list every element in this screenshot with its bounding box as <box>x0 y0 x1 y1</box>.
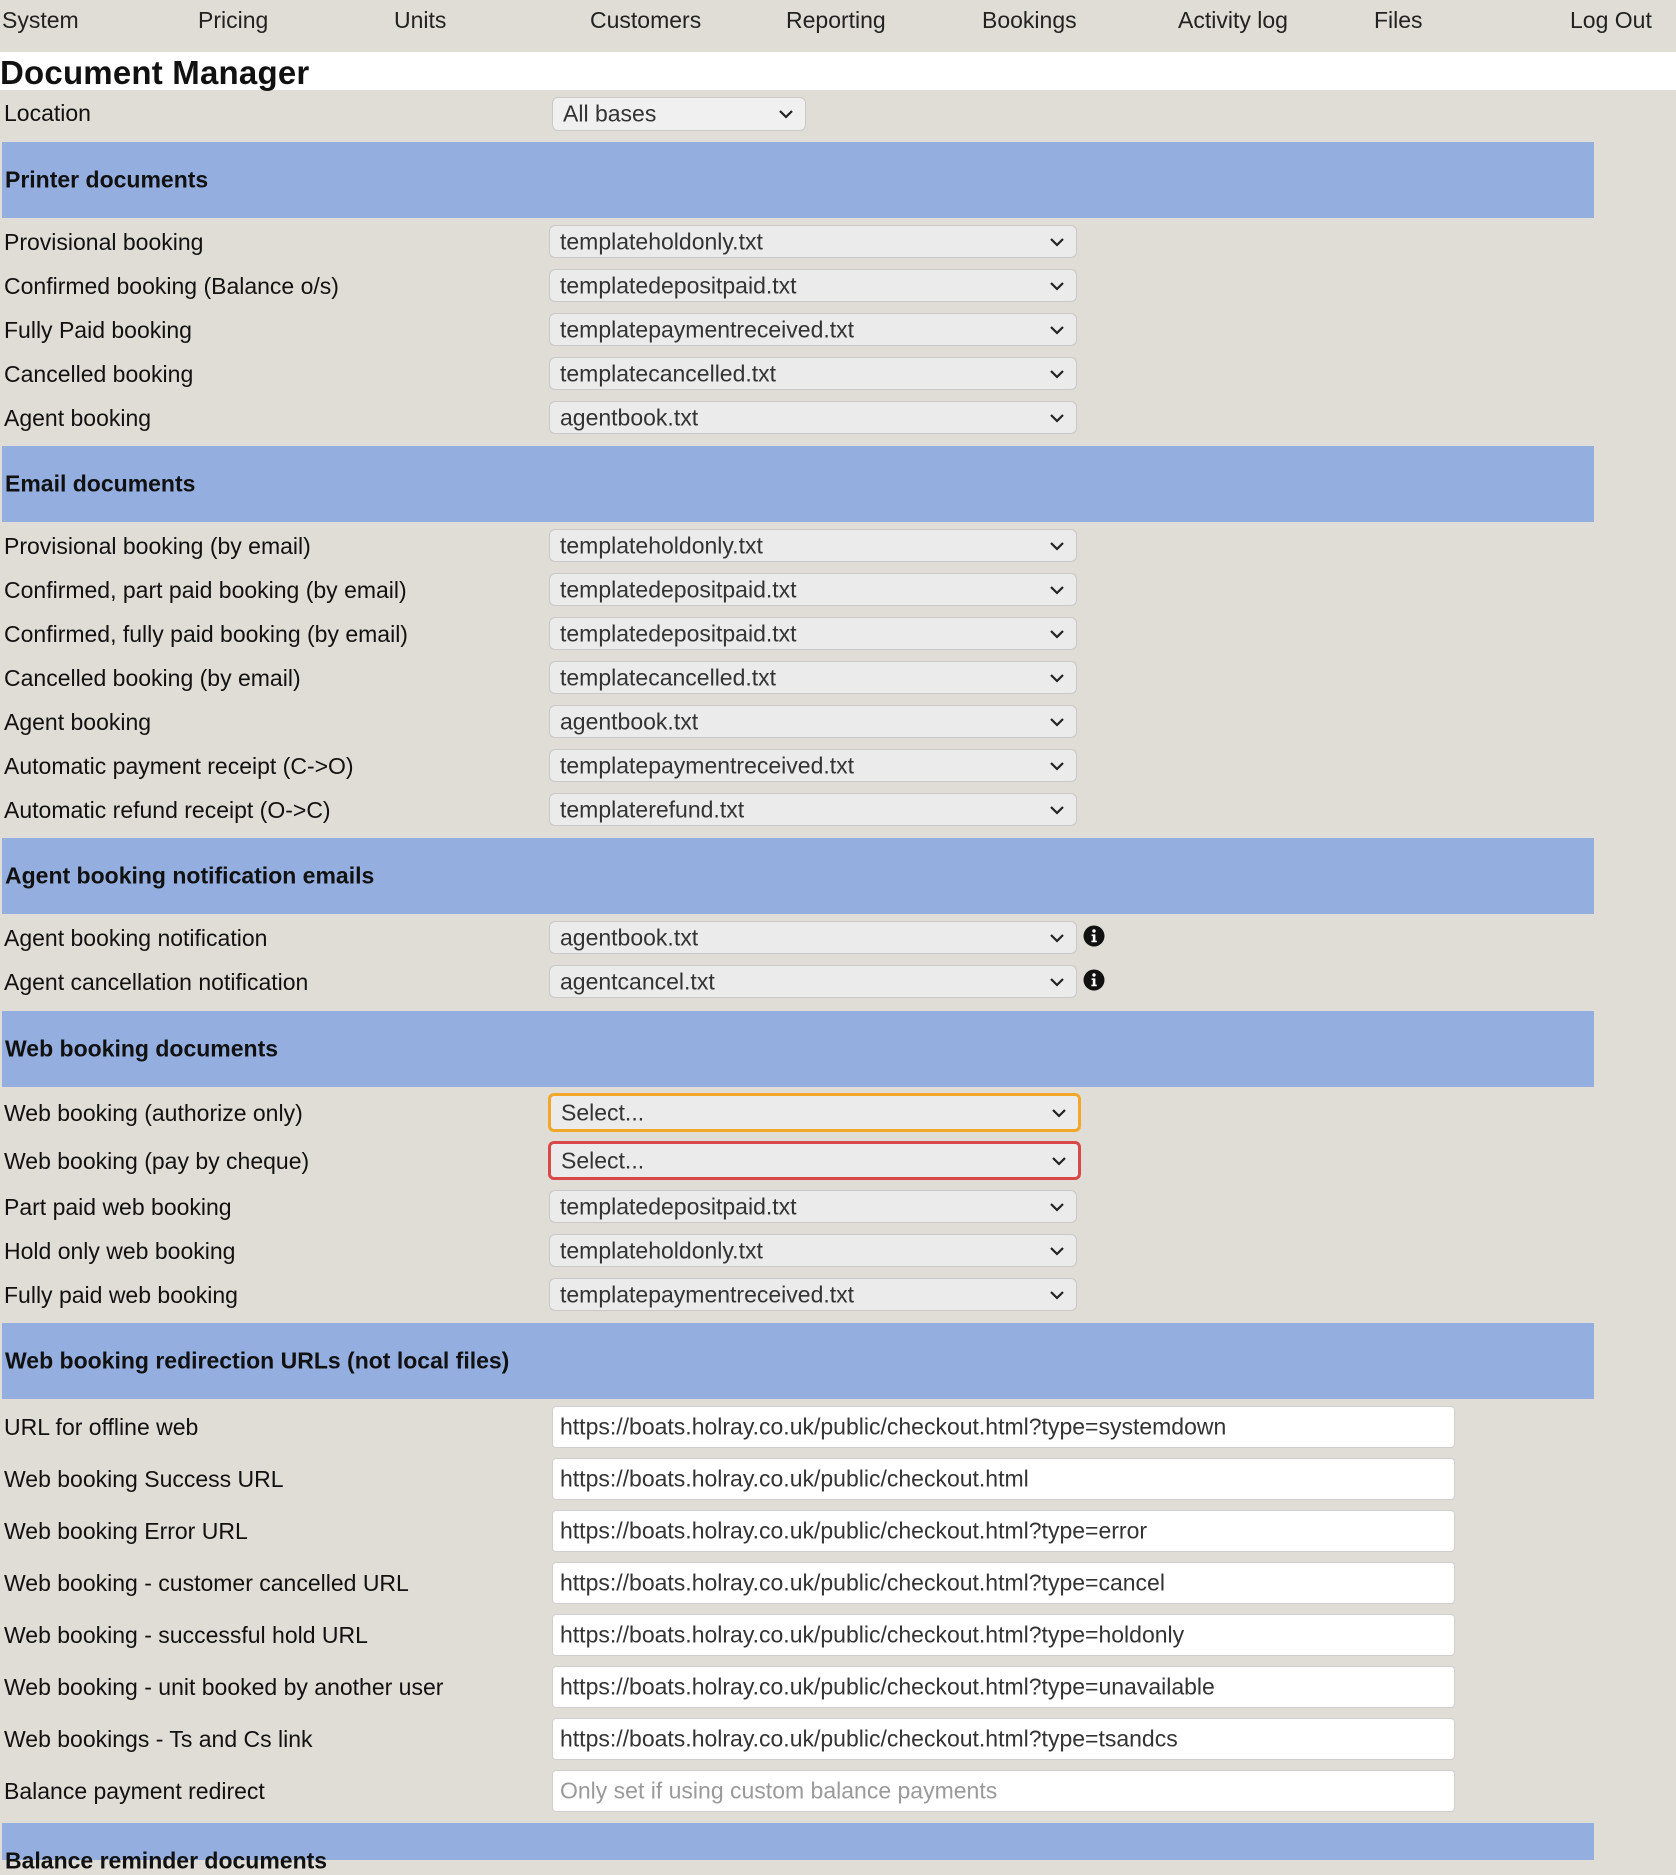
row-label: Web booking - customer cancelled URL <box>4 1570 409 1596</box>
email-part-paid-select[interactable]: templatedepositpaid.txt <box>549 573 1077 606</box>
chevron-down-icon <box>1048 628 1066 640</box>
row-label: Web booking (authorize only) <box>4 1100 303 1126</box>
nav-bookings[interactable]: Bookings <box>982 7 1077 33</box>
web-fully-paid-select[interactable]: templatepaymentreceived.txt <box>549 1278 1077 1311</box>
chevron-down-icon <box>1048 804 1066 816</box>
chevron-down-icon <box>1048 932 1066 944</box>
location-label: Location <box>4 100 91 126</box>
chevron-down-icon <box>1048 976 1066 988</box>
chevron-down-icon <box>1048 412 1066 424</box>
error-url-input[interactable]: https://boats.holray.co.uk/public/checkout.html?type=error <box>552 1510 1455 1552</box>
ts-and-cs-url-input[interactable]: https://boats.holray.co.uk/public/checkout.html?type=tsandcs <box>552 1718 1455 1760</box>
chevron-down-icon <box>1048 1289 1066 1301</box>
nav-log-out[interactable]: Log Out <box>1570 7 1652 33</box>
nav-activity-log[interactable]: Activity log <box>1178 7 1288 33</box>
info-icon[interactable] <box>1083 969 1105 991</box>
row-label: Automatic refund receipt (O->C) <box>4 797 331 823</box>
offline-web-url-input[interactable]: https://boats.holray.co.uk/public/checkout.html?type=systemdown <box>552 1406 1455 1448</box>
row-label: Provisional booking (by email) <box>4 533 311 559</box>
row-label: Agent booking <box>4 405 152 431</box>
row-label: Web booking Error URL <box>4 1518 248 1544</box>
page-title: Document Manager <box>0 54 310 91</box>
row-label: URL for offline web <box>4 1414 199 1440</box>
row-label: Web booking - successful hold URL <box>4 1622 368 1648</box>
balance-redirect-input[interactable]: Only set if using custom balance payments <box>552 1770 1455 1812</box>
nav-units[interactable]: Units <box>394 7 447 33</box>
chevron-down-icon <box>1048 324 1066 336</box>
row-label: Web bookings - Ts and Cs link <box>4 1726 313 1752</box>
printer-fully-paid-select[interactable]: templatepaymentreceived.txt <box>549 313 1077 346</box>
email-provisional-select[interactable]: templateholdonly.txt <box>549 529 1077 562</box>
agent-cancellation-notification-select[interactable]: agentcancel.txt <box>549 965 1077 998</box>
location-select[interactable]: All bases <box>552 97 806 131</box>
chevron-down-icon <box>1048 1245 1066 1257</box>
row-label: Part paid web booking <box>4 1194 232 1220</box>
row-label: Confirmed, part paid booking (by email) <box>4 577 407 603</box>
row-label: Agent cancellation notification <box>4 969 309 995</box>
row-label: Fully paid web booking <box>4 1282 238 1308</box>
chevron-down-icon <box>1048 236 1066 248</box>
section-printer-documents: Printer documents <box>2 142 1594 218</box>
row-label: Hold only web booking <box>4 1238 236 1264</box>
nav-files[interactable]: Files <box>1374 7 1423 33</box>
nav-reporting[interactable]: Reporting <box>786 7 886 33</box>
chevron-down-icon <box>1050 1155 1068 1167</box>
row-label: Automatic payment receipt (C->O) <box>4 753 354 779</box>
chevron-down-icon <box>1048 584 1066 596</box>
title-bar <box>0 52 1676 90</box>
chevron-down-icon <box>1048 540 1066 552</box>
row-label: Confirmed, fully paid booking (by email) <box>4 621 408 647</box>
row-label: Fully Paid booking <box>4 317 192 343</box>
row-label: Confirmed booking (Balance o/s) <box>4 273 339 299</box>
unavailable-url-input[interactable]: https://boats.holray.co.uk/public/checkout.html?type=unavailable <box>552 1666 1455 1708</box>
row-label: Web booking - unit booked by another user <box>4 1674 444 1700</box>
email-refund-receipt-select[interactable]: templaterefund.txt <box>549 793 1077 826</box>
chevron-down-icon <box>1048 368 1066 380</box>
nav-pricing[interactable]: Pricing <box>198 7 269 33</box>
chevron-down-icon <box>1050 1107 1068 1119</box>
printer-cancelled-select[interactable]: templatecancelled.txt <box>549 357 1077 390</box>
info-icon[interactable] <box>1083 925 1105 947</box>
hold-url-input[interactable]: https://boats.holray.co.uk/public/checkout.html?type=holdonly <box>552 1614 1455 1656</box>
printer-agent-select[interactable]: agentbook.txt <box>549 401 1077 434</box>
web-hold-only-select[interactable]: templateholdonly.txt <box>549 1234 1077 1267</box>
email-agent-select[interactable]: agentbook.txt <box>549 705 1077 738</box>
nav-system[interactable]: System <box>2 7 79 33</box>
top-navigation <box>0 0 1676 40</box>
chevron-down-icon <box>777 108 795 120</box>
agent-booking-notification-select[interactable]: agentbook.txt <box>549 921 1077 954</box>
web-part-paid-select[interactable]: templatedepositpaid.txt <box>549 1190 1077 1223</box>
success-url-input[interactable]: https://boats.holray.co.uk/public/checkout.html <box>552 1458 1455 1500</box>
section-balance-reminder: Balance reminder documents <box>2 1823 1594 1860</box>
email-payment-receipt-select[interactable]: templatepaymentreceived.txt <box>549 749 1077 782</box>
row-label: Agent booking <box>4 709 152 735</box>
nav-customers[interactable]: Customers <box>590 7 702 33</box>
email-cancelled-select[interactable]: templatecancelled.txt <box>549 661 1077 694</box>
email-fully-paid-select[interactable]: templatedepositpaid.txt <box>549 617 1077 650</box>
web-pay-by-cheque-select[interactable]: Select... <box>548 1141 1081 1180</box>
row-label: Balance payment redirect <box>4 1778 265 1804</box>
section-web-booking-documents: Web booking documents <box>2 1011 1594 1087</box>
row-label: Cancelled booking (by email) <box>4 665 301 691</box>
row-label: Agent booking notification <box>4 925 268 951</box>
section-agent-notifications: Agent booking notification emails <box>2 838 1594 914</box>
section-email-documents: Email documents <box>2 446 1594 522</box>
row-label: Web booking (pay by cheque) <box>4 1148 310 1174</box>
printer-confirmed-select[interactable]: templatedepositpaid.txt <box>549 269 1077 302</box>
web-authorize-only-select[interactable]: Select... <box>548 1093 1081 1132</box>
row-label: Web booking Success URL <box>4 1466 284 1492</box>
chevron-down-icon <box>1048 760 1066 772</box>
chevron-down-icon <box>1048 672 1066 684</box>
cancelled-url-input[interactable]: https://boats.holray.co.uk/public/checkout.html?type=cancel <box>552 1562 1455 1604</box>
chevron-down-icon <box>1048 280 1066 292</box>
chevron-down-icon <box>1048 716 1066 728</box>
row-label: Provisional booking <box>4 229 204 255</box>
chevron-down-icon <box>1048 1201 1066 1213</box>
printer-provisional-select[interactable]: templateholdonly.txt <box>549 225 1077 258</box>
section-redirection-urls: Web booking redirection URLs (not local files) <box>2 1323 1594 1399</box>
row-label: Cancelled booking <box>4 361 194 387</box>
